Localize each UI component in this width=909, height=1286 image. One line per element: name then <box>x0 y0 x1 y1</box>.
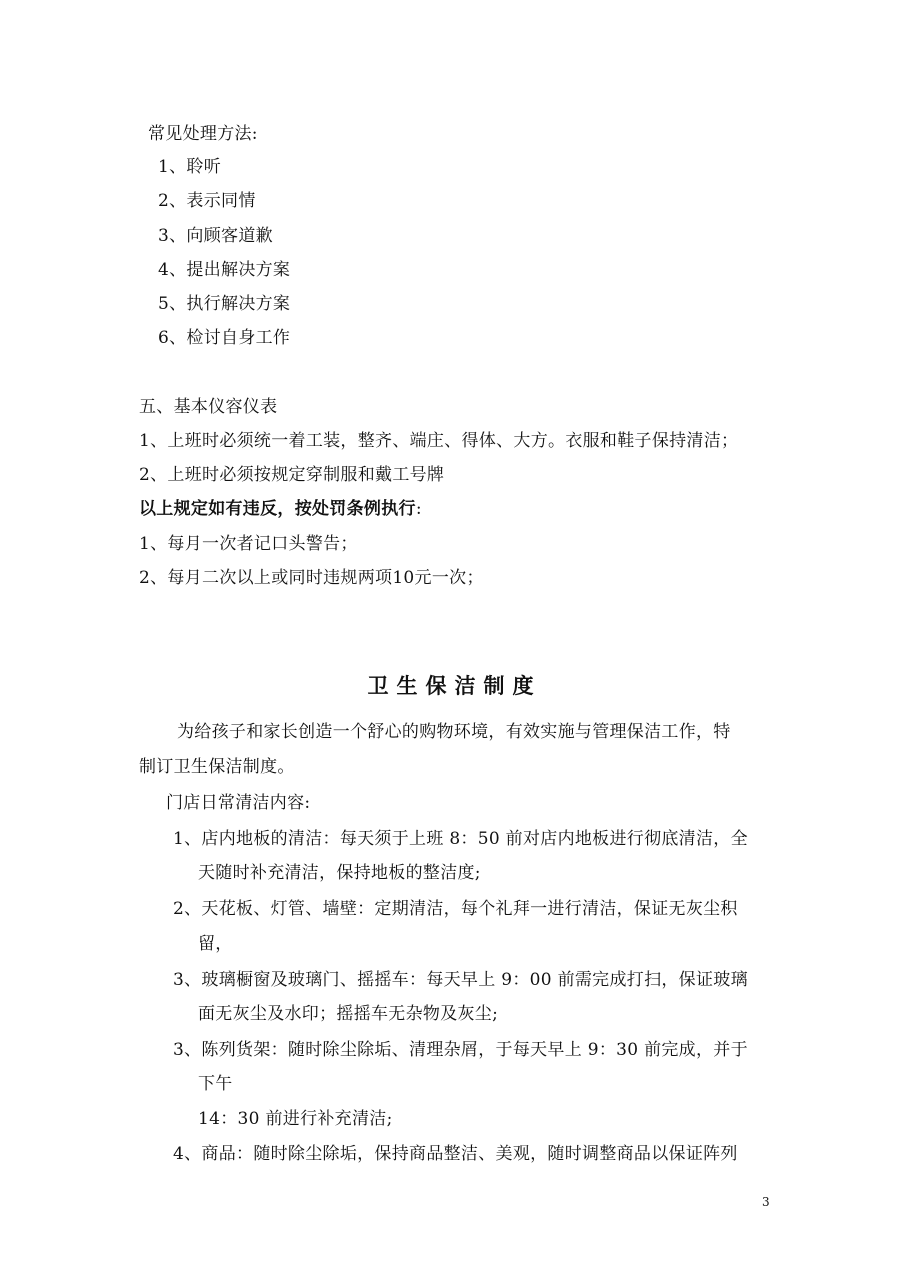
method-item-2: 2、表示同情 <box>158 191 256 211</box>
page-number: 3 <box>762 1195 770 1209</box>
cleaning-item-2-line-2: 留， <box>198 934 233 954</box>
penalty-heading <box>139 499 422 519</box>
cleaning-item-4-line-2: 下午 <box>198 1074 233 1094</box>
cleaning-item-4-line-1: 3、陈列货架：随时除尘除垢、清理杂屑，于每天早上 9：30 前完成，并于 <box>173 1040 748 1060</box>
appearance-rule-1: 1、上班时必须统一着工装，整齐、端庄、得体、大方。衣服和鞋子保持清洁； <box>139 431 739 451</box>
cleaning-item-1-line-2: 天随时补充清洁，保持地板的整洁度; <box>198 863 481 883</box>
cleaning-item-5-line-1: 4、商品：随时除尘除垢，保持商品整洁、美观，随时调整商品以保证阵列 <box>173 1144 738 1164</box>
appearance-heading: 五、基本仪容仪表 <box>139 397 278 417</box>
intro-line-1: 为给孩子和家长创造一个舒心的购物环境，有效实施与管理保洁工作，特 <box>177 722 731 742</box>
appearance-rule-2: 2、上班时必须按规定穿制服和戴工号牌 <box>139 465 445 485</box>
intro-line-2: 制订卫生保洁制度。 <box>139 757 295 777</box>
cleaning-item-4-line-3: 14：30 前进行补充清洁; <box>198 1109 393 1129</box>
penalty-item-2: 2、每月二次以上或同时违规两项10元一次； <box>139 568 484 588</box>
cleaning-item-1-line-1: 1、店内地板的清洁：每天须于上班 8：50 前对店内地板进行彻底清洁，全 <box>173 829 748 849</box>
penalty-item-1: 1、每月一次者记口头警告； <box>139 534 358 554</box>
method-item-1: 1、聆听 <box>158 157 222 177</box>
method-item-3: 3、向顾客道歉 <box>158 226 273 246</box>
daily-cleaning-heading: 门店日常清洁内容: <box>166 793 311 813</box>
method-item-6: 6、检讨自身工作 <box>158 328 291 348</box>
method-item-5: 5、执行解决方案 <box>158 294 291 314</box>
sanitation-title: 卫生保洁制度 <box>367 673 542 698</box>
penalty-heading-colon: : <box>415 499 422 519</box>
cleaning-item-3-line-2: 面无灰尘及水印；摇摇车无杂物及灰尘; <box>198 1004 499 1024</box>
method-item-4: 4、提出解决方案 <box>158 260 291 280</box>
methods-heading: 常见处理方法: <box>148 124 258 144</box>
cleaning-item-3-line-1: 3、玻璃橱窗及玻璃门、摇摇车：每天早上 9：00 前需完成打扫，保证玻璃 <box>173 970 748 990</box>
penalty-heading-bold: 以上规定如有违反，按处罚条例执行 <box>139 499 416 519</box>
cleaning-item-2-line-1: 2、天花板、灯管、墙壁：定期清洁，每个礼拜一进行清洁，保证无灰尘积 <box>173 899 738 919</box>
